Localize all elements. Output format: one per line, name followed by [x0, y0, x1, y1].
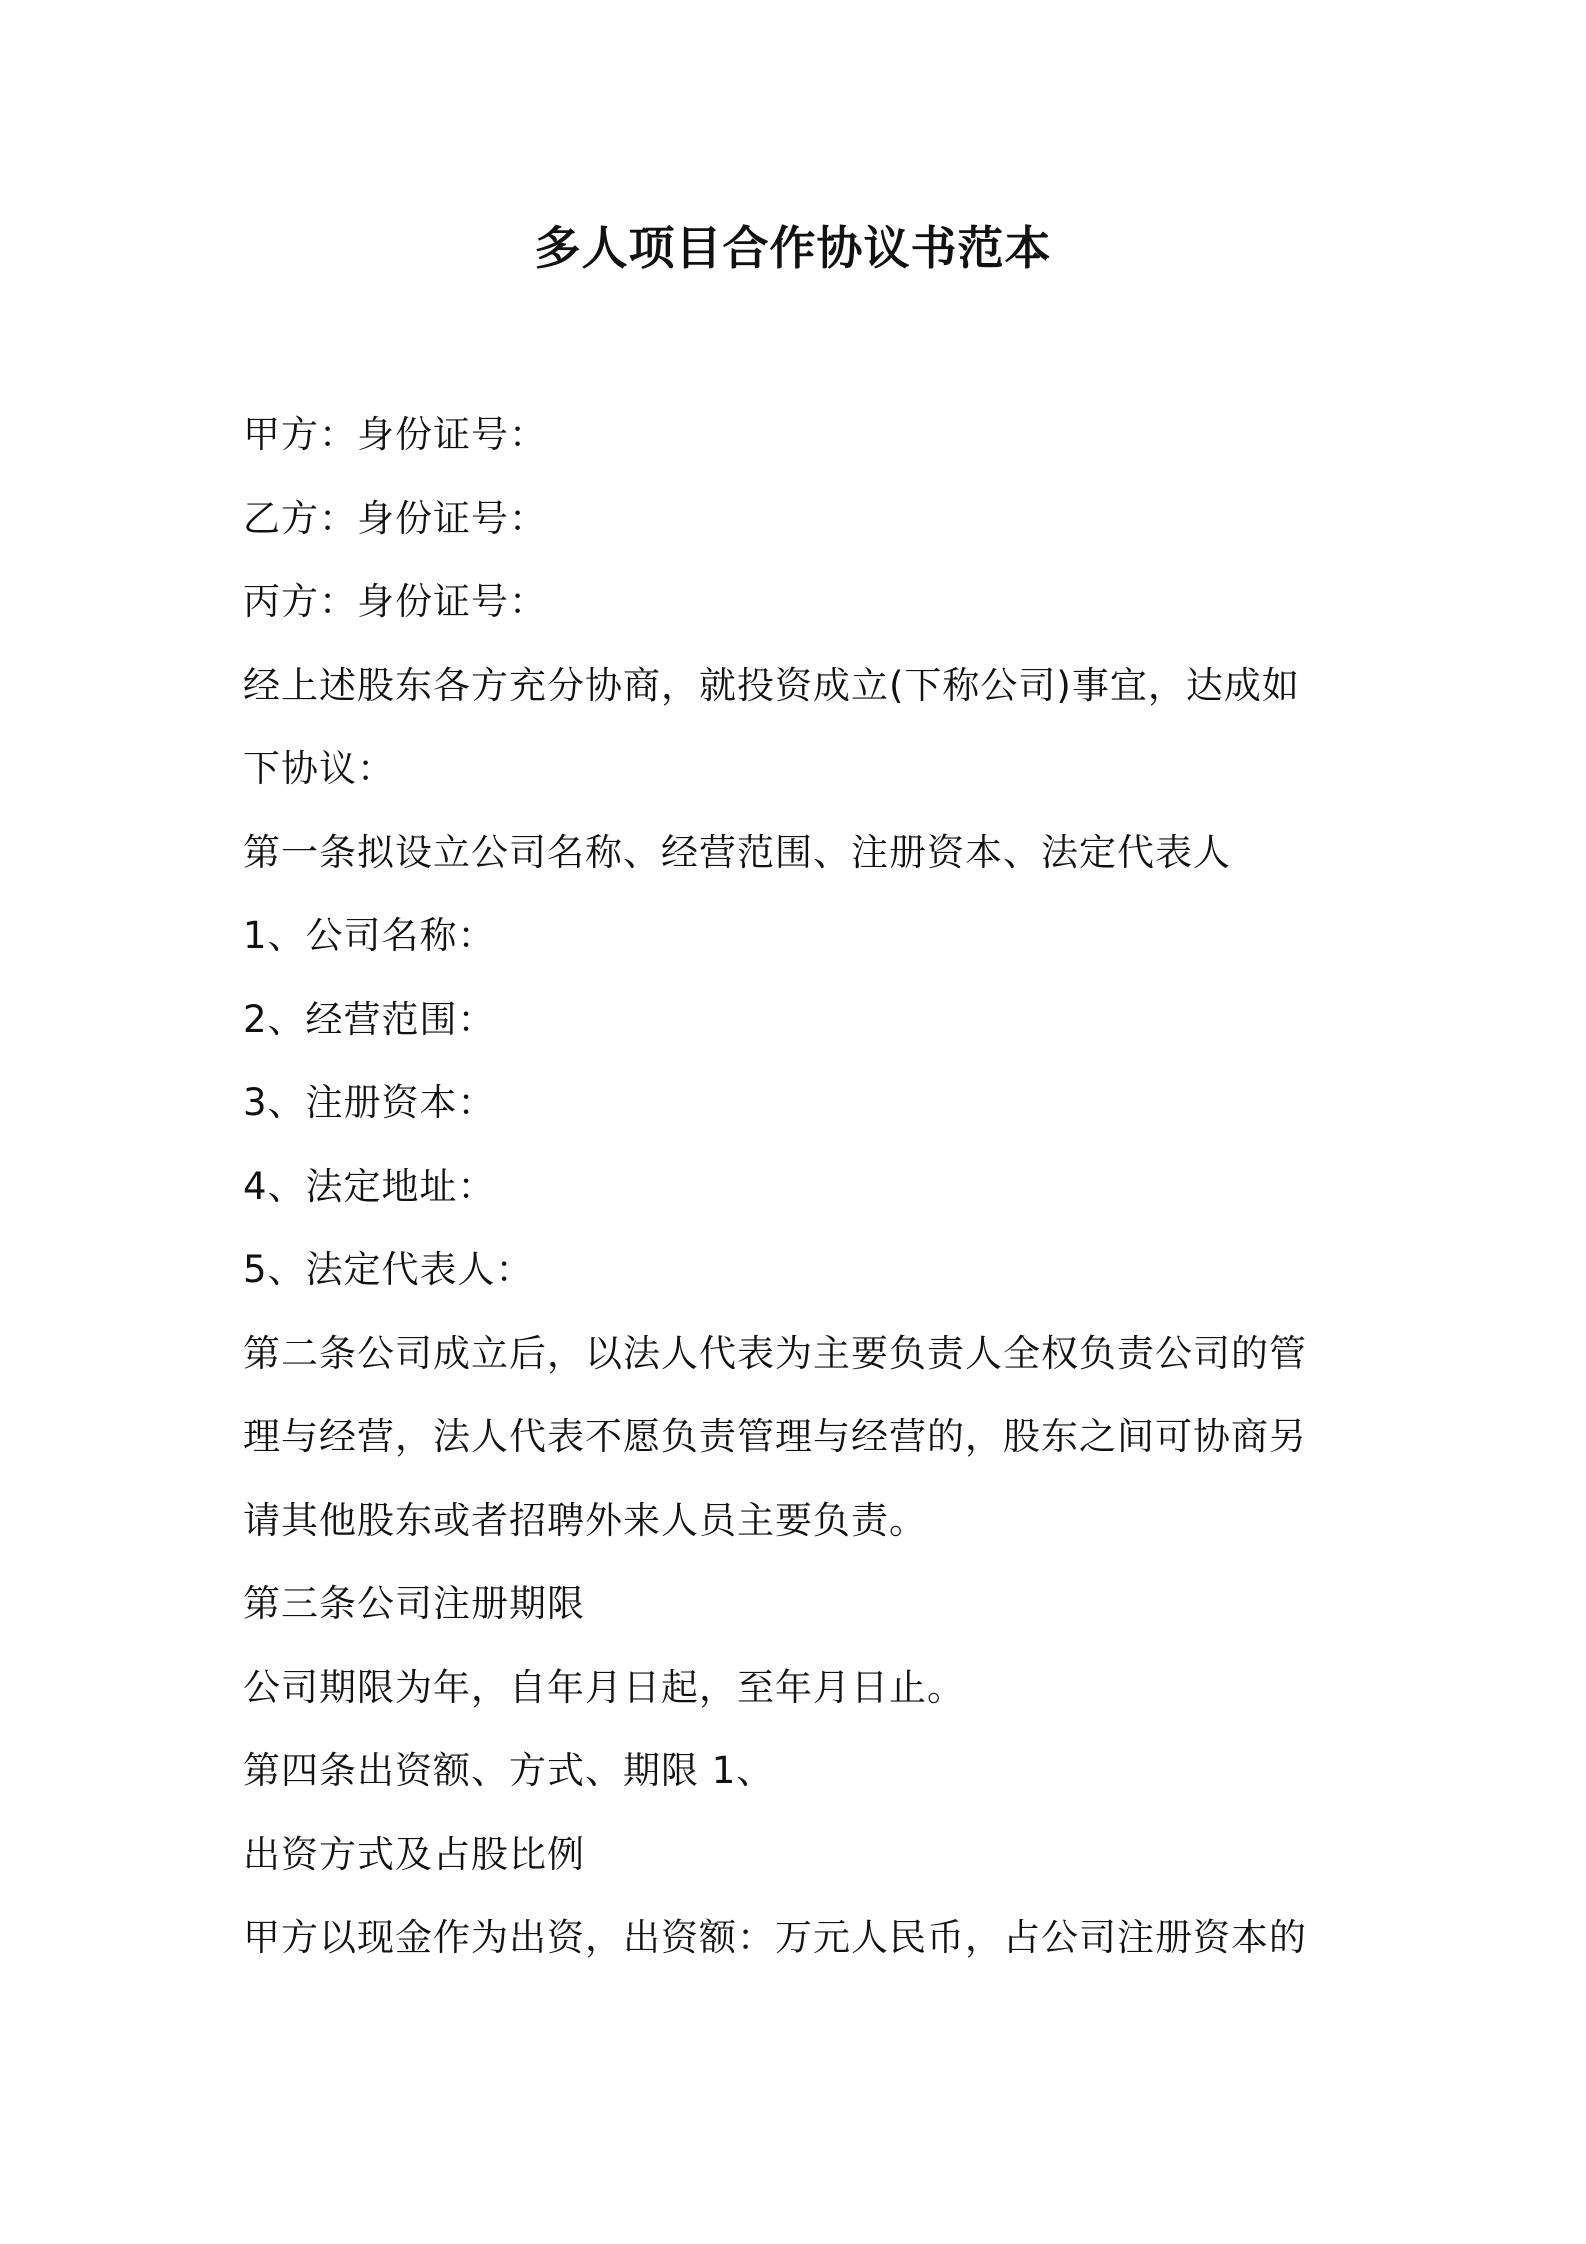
article-2-line-3: 请其他股东或者招聘外来人员主要负责。 — [243, 1498, 927, 1542]
article-1-item-5: 5、法定代表人： — [243, 1248, 534, 1291]
article-2-line-1: 第二条公司成立后，以法人代表为主要负责人全权负责公司的管 — [243, 1331, 1307, 1375]
preamble-line-2: 下协议： — [243, 747, 395, 790]
document-body — [243, 405, 1363, 1992]
party-c-line: 丙方：身份证号： — [243, 580, 547, 623]
document-title: 多人项目合作协议书范本 — [534, 221, 1052, 275]
article-1-item-3: 3、注册资本： — [243, 1081, 496, 1124]
party-b-line: 乙方：身份证号： — [243, 496, 547, 540]
article-4-subheading: 出资方式及占股比例 — [243, 1832, 585, 1876]
article-4-text: 甲方以现金作为出资，出资额：万元人民币，占公司注册资本的 — [243, 1916, 1307, 1959]
party-a-line: 甲方：身份证号： — [243, 413, 547, 456]
article-3-heading: 第三条公司注册期限 — [243, 1582, 585, 1625]
article-4-heading: 第四条出资额、方式、期限 1、 — [243, 1749, 775, 1792]
article-1-item-1: 1、公司名称： — [243, 914, 496, 957]
article-1-heading: 第一条拟设立公司名称、经营范围、注册资本、法定代表人 — [243, 830, 1231, 874]
article-2-line-2: 理与经营，法人代表不愿负责管理与经营的，股东之间可协商另 — [243, 1415, 1307, 1458]
preamble-line-1: 经上述股东各方充分协商，就投资成立(下称公司)事宜，达成如 — [243, 663, 1300, 707]
article-1-item-4: 4、法定地址： — [243, 1164, 496, 1208]
article-1-item-2: 2、经营范围： — [243, 997, 496, 1041]
article-3-text: 公司期限为年，自年月日起，至年月日止。 — [243, 1665, 965, 1709]
